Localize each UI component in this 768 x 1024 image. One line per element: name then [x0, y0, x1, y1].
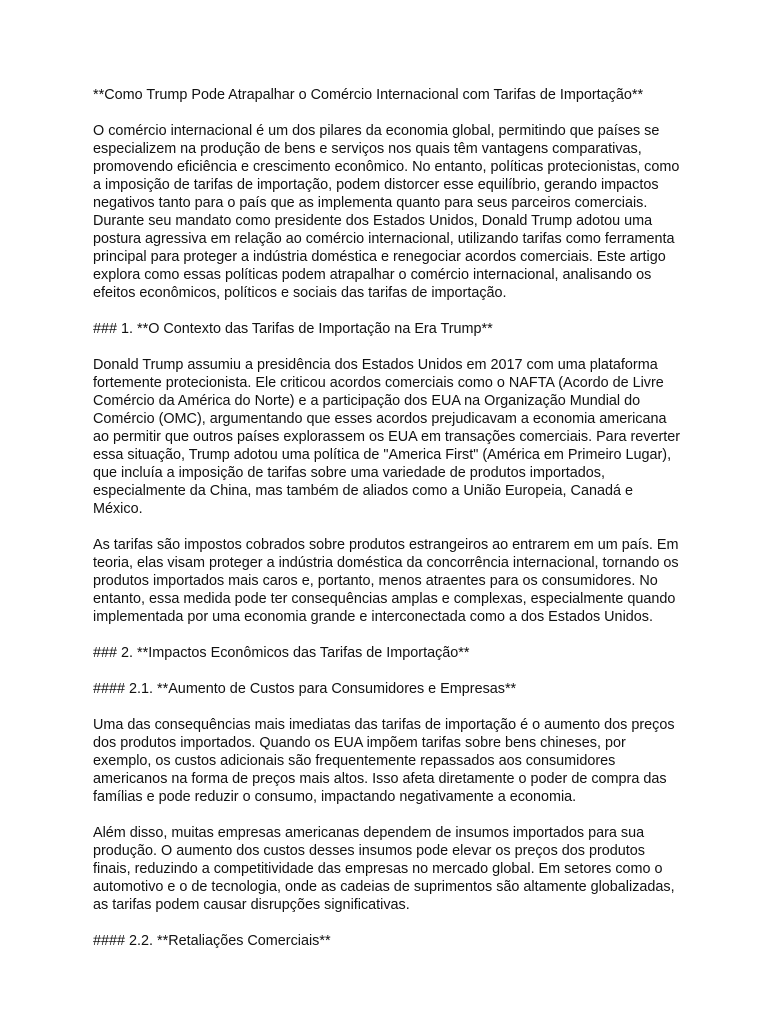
text-line: implementada por uma economia grande e interconectada como a dos Estados Unidos.: [93, 609, 653, 625]
section-2-1-paragraph-2: [93, 824, 683, 914]
document-title: [93, 86, 683, 104]
text-line: a imposição de tarifas de importação, podem distorcer esse equilíbrio, gerando impactos: [93, 177, 659, 193]
text-line: automotivo e o de tecnologia, onde as cadeias de suprimentos são altamente globalizadas,: [93, 879, 675, 895]
heading-line: ### 1. **O Contexto das Tarifas de Importação na Era Trump**: [93, 321, 493, 337]
text-line: postura agressiva em relação ao comércio internacional, utilizando tarifas como ferramenta: [93, 231, 675, 247]
section-2-heading: [93, 644, 683, 662]
text-line: O comércio internacional é um dos pilares da economia global, permitindo que países se: [93, 123, 660, 139]
text-line: promovendo eficiência e crescimento econômico. No entanto, políticas protecionistas, como: [93, 159, 680, 175]
text-line: produtos importados mais caros e, portanto, menos atraentes para os consumidores. No: [93, 573, 658, 589]
section-1-paragraph-1: [93, 356, 683, 518]
heading-line: #### 2.2. **Retaliações Comerciais**: [93, 933, 331, 949]
title-line: **Como Trump Pode Atrapalhar o Comércio Internacional com Tarifas de Importação**: [93, 87, 644, 103]
section-2-1-paragraph-1: [93, 716, 683, 806]
text-line: que incluía a imposição de tarifas sobre uma variedade de produtos importados,: [93, 465, 605, 481]
text-line: principal para proteger a indústria doméstica e renegociar acordos comerciais. Este artigo: [93, 249, 666, 265]
text-line: negativos tanto para o país que as implementa quanto para seus parceiros comerciais.: [93, 195, 648, 211]
heading-line: #### 2.1. **Aumento de Custos para Consumidores e Empresas**: [93, 681, 517, 697]
text-line: Comércio (OMC), argumentando que esses acordos prejudicavam a economia americana: [93, 411, 667, 427]
text-line: teoria, elas visam proteger a indústria doméstica da concorrência internacional, tornando os: [93, 555, 679, 571]
section-1-heading: [93, 320, 683, 338]
text-line: dos produtos importados. Quando os EUA impõem tarifas sobre bens chineses, por: [93, 735, 626, 751]
document-page: [93, 86, 683, 968]
text-line: As tarifas são impostos cobrados sobre produtos estrangeiros ao entrarem em um país. Em: [93, 537, 679, 553]
text-line: México.: [93, 501, 143, 517]
heading-line: ### 2. **Impactos Econômicos das Tarifas de Importação**: [93, 645, 470, 661]
text-line: Donald Trump assumiu a presidência dos Estados Unidos em 2017 com uma plataforma: [93, 357, 658, 373]
text-line: as tarifas podem causar disrupções significativas.: [93, 897, 410, 913]
intro-paragraph: [93, 122, 683, 302]
text-line: Além disso, muitas empresas americanas dependem de insumos importados para sua: [93, 825, 645, 841]
text-line: Durante seu mandato como presidente dos Estados Unidos, Donald Trump adotou uma: [93, 213, 653, 229]
text-line: Uma das consequências mais imediatas das tarifas de importação é o aumento dos preços: [93, 717, 675, 733]
text-line: essa situação, Trump adotou uma política de "America First" (América em Primeiro Lugar),: [93, 447, 672, 463]
text-line: famílias e pode reduzir o consumo, impactando negativamente a economia.: [93, 789, 577, 805]
section-2-2-heading: [93, 932, 683, 950]
text-line: Comércio da América do Norte) e a participação dos EUA na Organização Mundial do: [93, 393, 641, 409]
text-line: produção. O aumento dos custos desses insumos pode elevar os preços dos produtos: [93, 843, 645, 859]
text-line: finais, reduzindo a competitividade das empresas no mercado global. Em setores como o: [93, 861, 663, 877]
text-line: especialmente da China, mas também de aliados como a União Europeia, Canadá e: [93, 483, 633, 499]
text-line: efeitos econômicos, políticos e sociais das tarifas de importação.: [93, 285, 507, 301]
text-line: especializem na produção de bens e serviços nos quais têm vantagens comparativas,: [93, 141, 642, 157]
text-line: americanos na forma de preços mais altos. Isso afeta diretamente o poder de compra das: [93, 771, 667, 787]
text-line: fortemente protecionista. Ele criticou acordos comerciais como o NAFTA (Acordo de Livre: [93, 375, 664, 391]
text-line: explora como essas políticas podem atrapalhar o comércio internacional, analisando os: [93, 267, 652, 283]
section-2-1-heading: [93, 680, 683, 698]
text-line: entanto, essa medida pode ter consequências amplas e complexas, especialmente quando: [93, 591, 676, 607]
section-1-paragraph-2: [93, 536, 683, 626]
text-line: exemplo, os custos adicionais são frequentemente repassados aos consumidores: [93, 753, 616, 769]
text-line: ao permitir que outros países explorassem os EUA em transações comerciais. Para reverter: [93, 429, 681, 445]
